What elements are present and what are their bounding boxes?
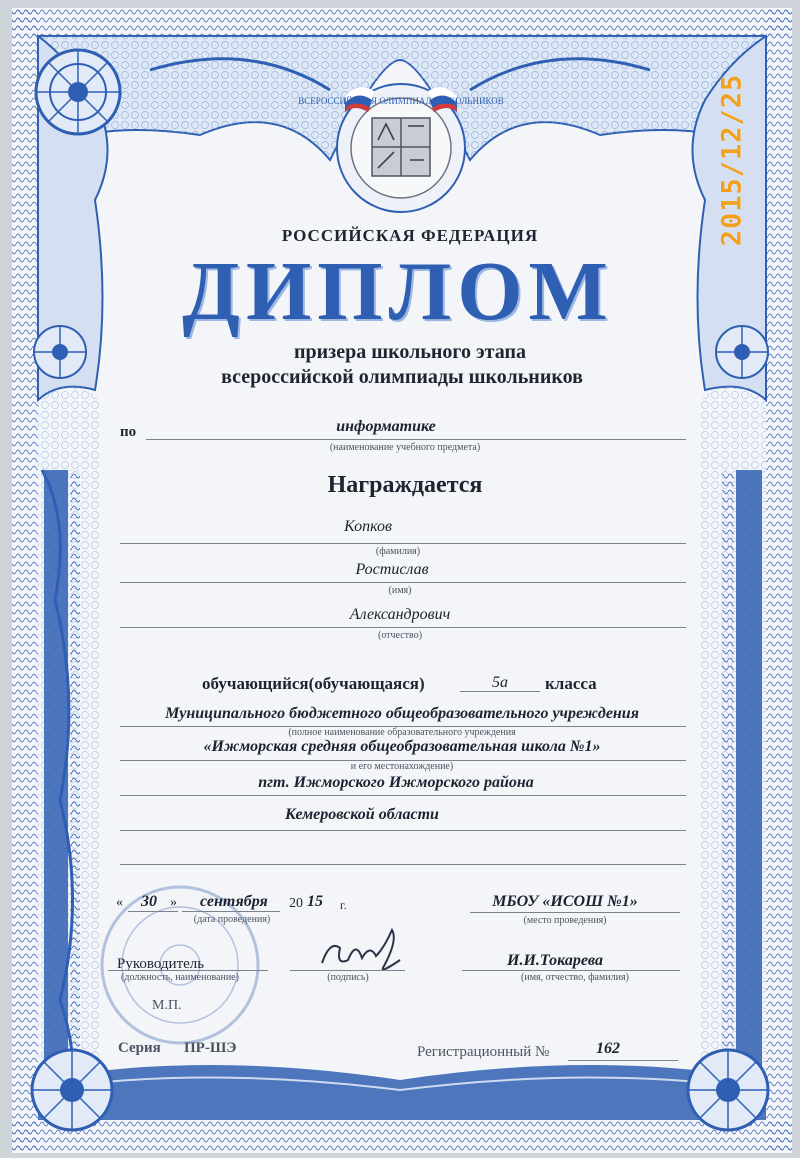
year-prefix: 20 [289, 896, 303, 911]
series-value: ПР-ШЭ [184, 1040, 237, 1056]
date-quote-close: » [170, 895, 177, 910]
event-venue: МБОУ «ИСОШ №1» [492, 893, 638, 910]
registration-value: 162 [596, 1040, 620, 1057]
role-caption: (должность, наименование) [121, 972, 239, 983]
subject-caption: (наименование учебного предмета) [329, 442, 481, 453]
diploma-title: ДИПЛОМ [182, 245, 614, 338]
school-full-name: Муниципального бюджетного общеобразовательного учреждения [165, 705, 639, 722]
country-heading: РОССИЙСКАЯ ФЕДЕРАЦИЯ [281, 226, 539, 245]
rosette-mid-right [716, 326, 768, 378]
signer-name: И.И.Токарева [507, 952, 603, 969]
event-day: 30 [141, 893, 157, 910]
year-suffix: г. [340, 898, 347, 912]
student-patronymic: Александрович [349, 606, 451, 623]
signer-caption: (имя, отчество, фамилия) [521, 972, 629, 983]
subtitle-line-1: призера школьного этапа [294, 341, 526, 363]
rosette-mid-left [34, 326, 86, 378]
seal-label: М.П. [152, 998, 182, 1013]
location-line-1: пгт. Ижморского Ижморского района [258, 774, 534, 791]
school-full-name-caption: (полное наименование образовательного учреждения [288, 727, 516, 738]
awarded-label: Награждается [327, 472, 483, 498]
date-caption: (дата проведения) [193, 914, 271, 925]
rosette-bottom-right [688, 1050, 768, 1130]
signer-role: Руководитель [117, 956, 205, 972]
rosette-bottom-left [32, 1050, 112, 1130]
patronymic-caption: (отчество) [377, 630, 423, 641]
subtitle-line-2: всероссийской олимпиады школьников [221, 366, 583, 388]
subject-prefix: по [120, 424, 137, 440]
class-prefix: обучающийся(обучающаяся) [202, 674, 425, 693]
class-value: 5а [492, 674, 508, 691]
school-short-name: «Ижморская средняя общеобразовательная школа №1» [203, 738, 601, 755]
event-year: 15 [307, 893, 323, 910]
venue-caption: (место проведения) [523, 915, 607, 926]
name-caption: (имя) [388, 585, 412, 596]
student-name: Ростислав [355, 561, 429, 578]
location-caption: и его местонахождение) [350, 761, 454, 772]
subject-value: информатике [336, 418, 436, 435]
class-suffix: класса [545, 674, 597, 693]
student-surname: Копков [344, 518, 392, 535]
signature-caption: (подпись) [327, 972, 369, 983]
rosette-top-left [36, 50, 120, 134]
series-label: Серия [118, 1040, 161, 1056]
emblem-ring-text: ВСЕРОССИЙСКАЯ ОЛИМПИАДА ШКОЛЬНИКОВ [298, 96, 504, 106]
photo-date-stamp: 2015/12/25 [716, 73, 748, 247]
location-line-2: Кемеровской области [285, 806, 439, 823]
date-quote-open: « [116, 895, 123, 910]
registration-label: Регистрационный № [417, 1044, 550, 1060]
event-month: сентября [200, 893, 268, 910]
surname-caption: (фамилия) [375, 546, 421, 557]
